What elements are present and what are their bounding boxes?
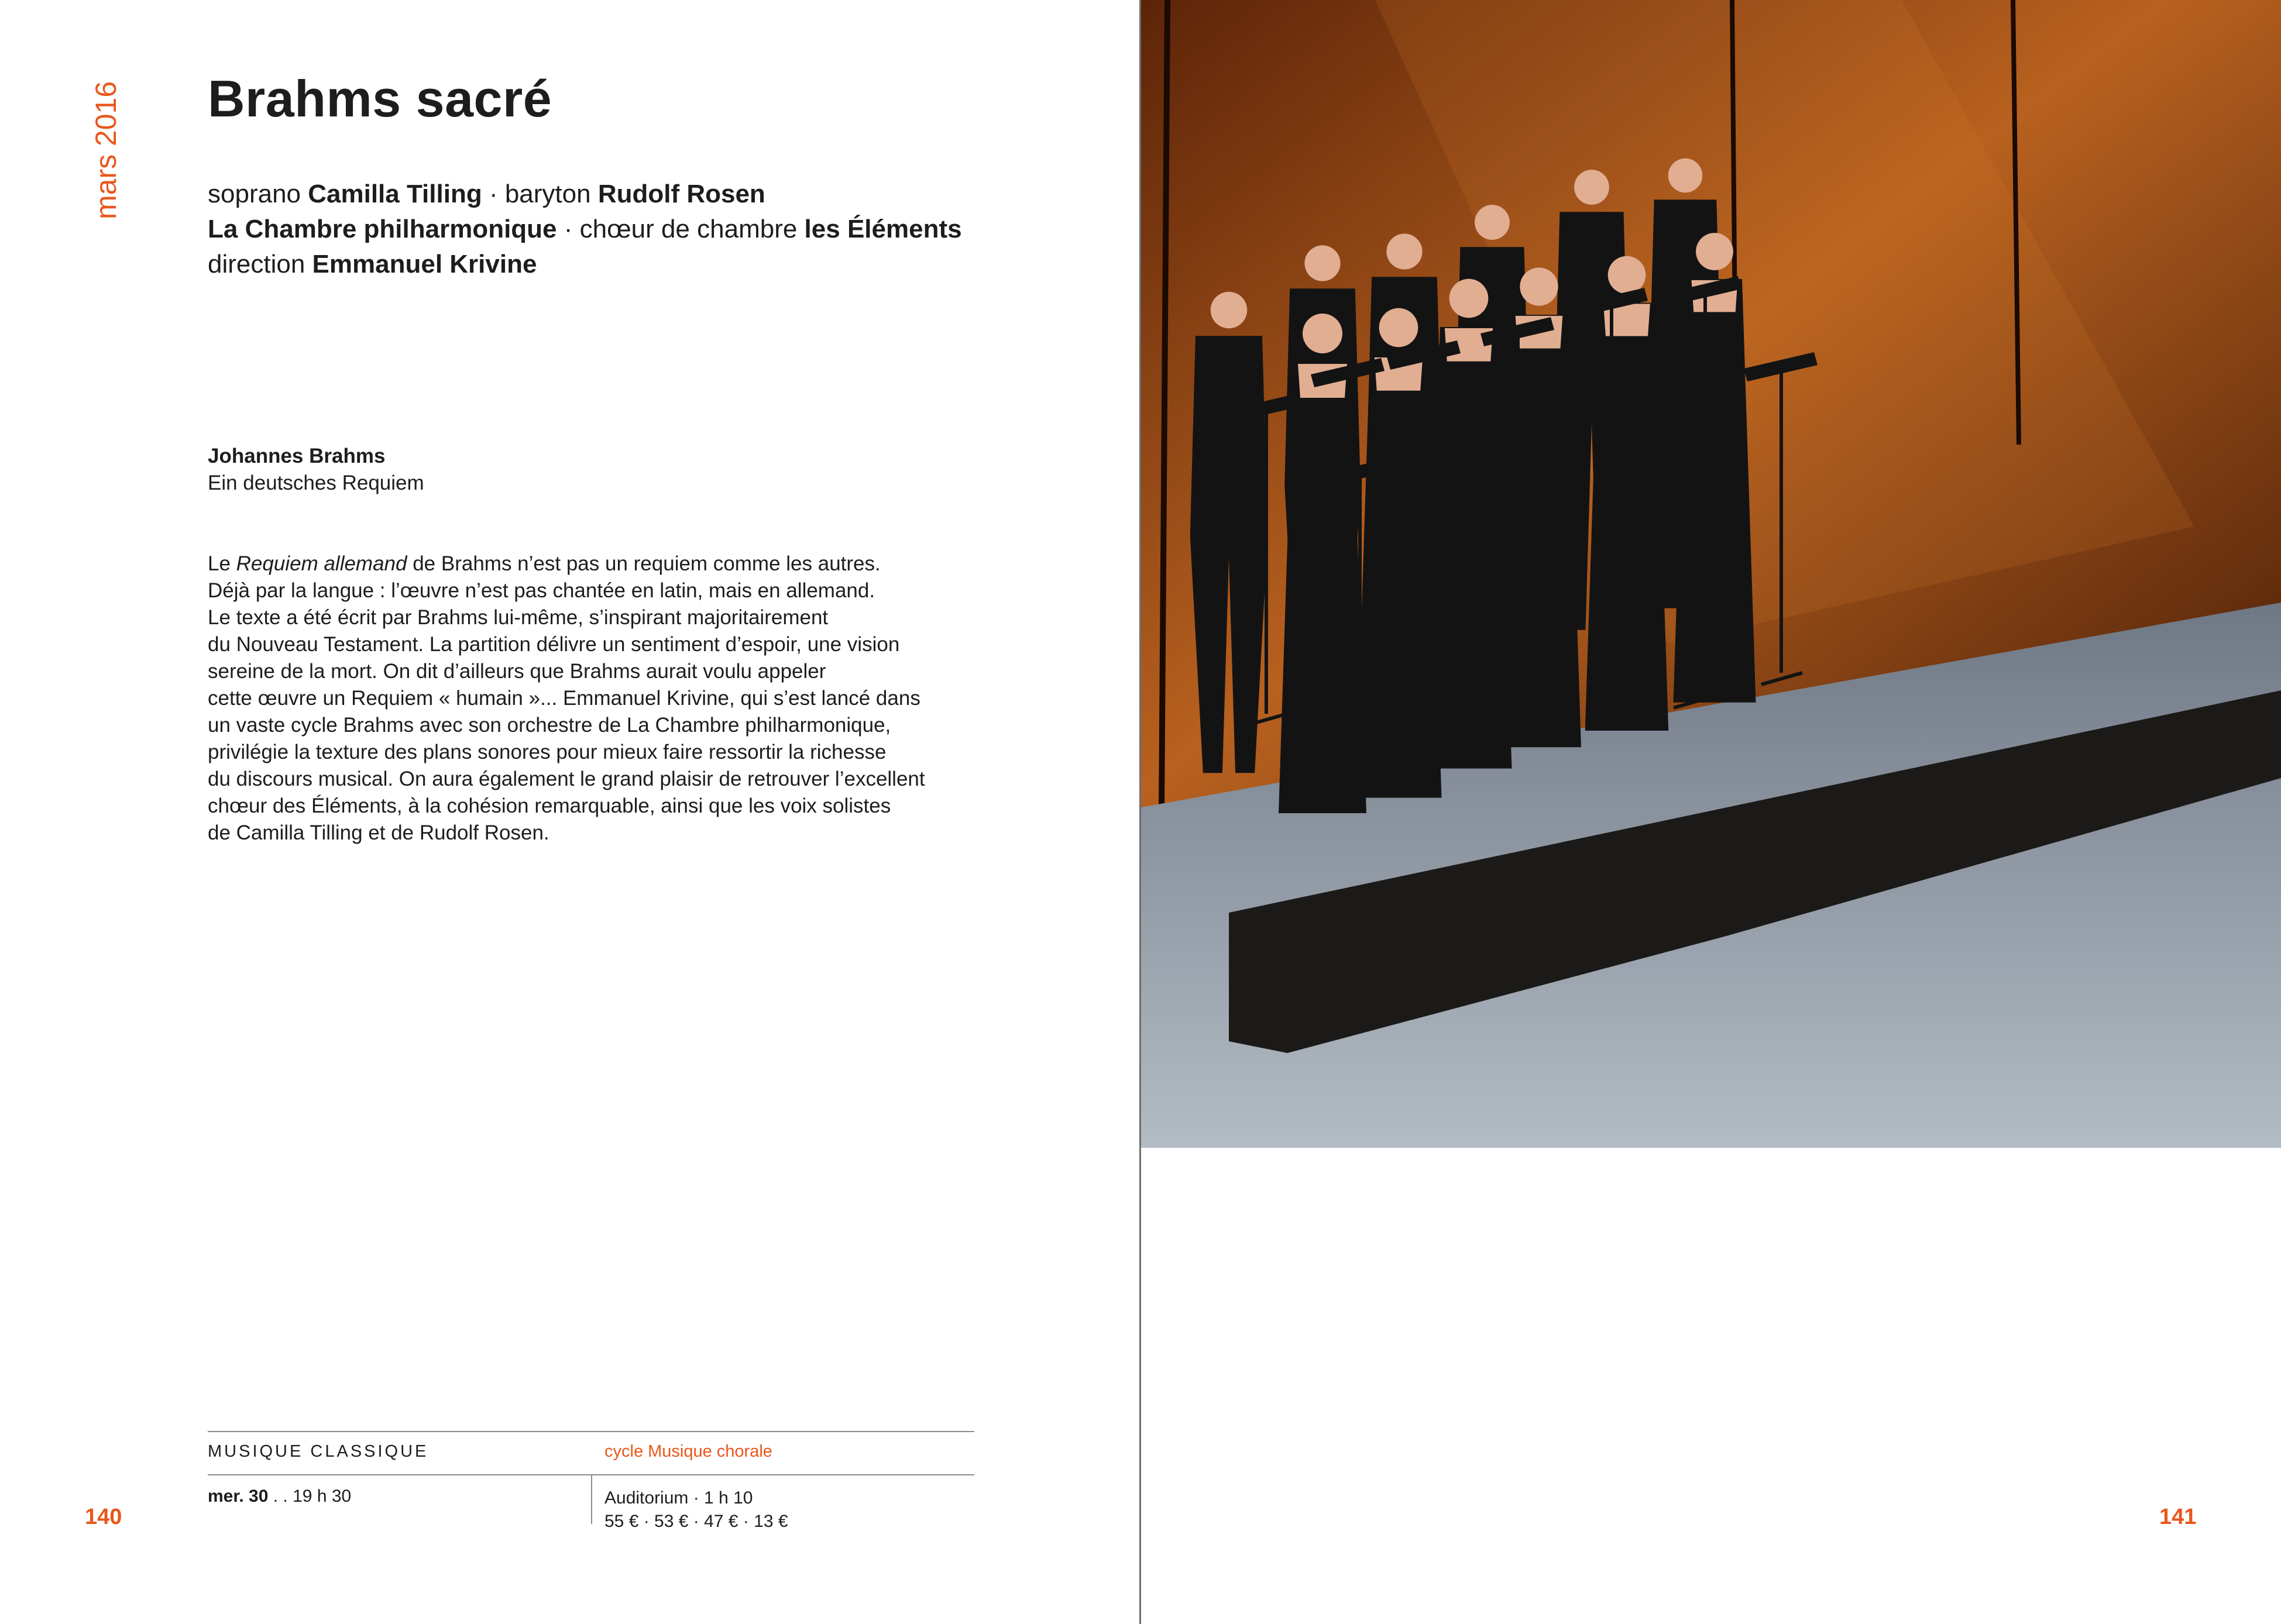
singer-head bbox=[1303, 314, 1342, 353]
singer-head bbox=[1696, 233, 1733, 270]
body-line bbox=[208, 631, 992, 658]
cycle-label: cycle Musique chorale bbox=[604, 1442, 772, 1461]
composer-name: Johannes Brahms bbox=[208, 445, 386, 467]
credit-role: · chœur de chambre bbox=[556, 215, 805, 243]
singer-body bbox=[1497, 315, 1581, 747]
body-line bbox=[208, 658, 992, 685]
credit-name: les Éléments bbox=[804, 215, 962, 243]
choir-photo bbox=[1141, 0, 2281, 1148]
singer-head bbox=[1608, 256, 1646, 294]
singer-body bbox=[1279, 363, 1366, 813]
credit-name: Rudolf Rosen bbox=[597, 180, 765, 208]
body-line bbox=[208, 793, 992, 820]
body-line bbox=[208, 712, 992, 739]
body-line bbox=[208, 820, 992, 847]
singer-head bbox=[1449, 279, 1489, 318]
credit-role: soprano bbox=[208, 180, 308, 208]
credit-name: Emmanuel Krivine bbox=[312, 250, 537, 278]
singer-body bbox=[1585, 303, 1669, 731]
credit-line-ensembles bbox=[208, 212, 962, 247]
body-run: Le bbox=[208, 552, 236, 575]
ticket-prices: 55 € · 53 € · 47 € · 13 € bbox=[604, 1512, 788, 1531]
body-run: Le texte a été écrit par Brahms lui-même, s’inspirant majoritairement bbox=[208, 606, 829, 629]
body-run: cette œuvre un Requiem « humain »... Emmanuel Krivine, qui s’est lancé dans bbox=[208, 687, 920, 710]
body-line bbox=[208, 577, 992, 604]
body-line bbox=[208, 739, 992, 766]
program bbox=[208, 443, 424, 497]
side-date: mars 2016 bbox=[90, 81, 122, 219]
singer-head bbox=[1668, 159, 1702, 192]
body-run: de Brahms n’est pas un requiem comme les autres. bbox=[407, 552, 881, 575]
page-title: Brahms sacré bbox=[208, 70, 552, 128]
singer-head bbox=[1379, 308, 1418, 347]
singer-head bbox=[1304, 245, 1340, 281]
body-line bbox=[208, 766, 992, 793]
credit-line-soloists bbox=[208, 177, 962, 212]
body-run: chœur des Éléments, à la cohésion remarquable, ainsi que les voix solistes bbox=[208, 794, 891, 817]
singer-head bbox=[1211, 292, 1248, 329]
footer-top-rule bbox=[208, 1431, 974, 1432]
event-time: 19 h 30 bbox=[293, 1487, 352, 1506]
venue-duration: Auditorium · 1 h 10 bbox=[604, 1488, 753, 1508]
footer-divider bbox=[591, 1475, 592, 1524]
body-line bbox=[208, 604, 992, 631]
body-run: sereine de la mort. On dit d’ailleurs que Brahms aurait voulu appeler bbox=[208, 660, 826, 683]
page-number-left: 140 bbox=[85, 1505, 122, 1529]
credit-role: direction bbox=[208, 250, 312, 278]
credit-name: La Chambre philharmonique bbox=[208, 215, 557, 243]
body-run: du Nouveau Testament. La partition délivre un sentiment d’espoir, une vision bbox=[208, 633, 900, 656]
performer-credits bbox=[208, 177, 962, 282]
singer-head bbox=[1386, 233, 1422, 269]
body-run: Déjà par la langue : l’œuvre n’est pas chantée en latin, mais en allemand. bbox=[208, 579, 875, 602]
body-run: privilégie la texture des plans sonores pour mieux faire ressortir la richesse bbox=[208, 741, 887, 763]
body-run: un vaste cycle Brahms avec son orchestre de La Chambre philharmonique, bbox=[208, 714, 891, 737]
work-title: Ein deutsches Requiem bbox=[208, 472, 424, 494]
event-date: mer. 30 bbox=[208, 1487, 269, 1506]
body-italic: Requiem allemand bbox=[236, 552, 407, 575]
body-line bbox=[208, 685, 992, 712]
body-line bbox=[208, 550, 992, 577]
description-text bbox=[208, 550, 992, 847]
singer-body bbox=[1674, 279, 1756, 703]
page-number-right: 141 bbox=[2159, 1505, 2197, 1529]
credit-line-direction bbox=[208, 247, 962, 282]
singer-head bbox=[1520, 267, 1558, 305]
body-run: du discours musical. On aura également le grand plaisir de retrouver l’excellent bbox=[208, 768, 925, 790]
choir-illustration bbox=[1141, 0, 2281, 1148]
left-page bbox=[0, 0, 1140, 1624]
right-page bbox=[1141, 0, 2281, 1624]
singer-head bbox=[1574, 170, 1609, 205]
genre-label: MUSIQUE CLASSIQUE bbox=[208, 1442, 429, 1461]
event-venue bbox=[604, 1487, 788, 1533]
event-datetime bbox=[208, 1487, 351, 1506]
credit-name: Camilla Tilling bbox=[308, 180, 482, 208]
date-time-separator: . . bbox=[268, 1487, 293, 1506]
credit-role: · baryton bbox=[482, 180, 598, 208]
singer-head bbox=[1475, 205, 1510, 240]
body-run: de Camilla Tilling et de Rudolf Rosen. bbox=[208, 821, 549, 844]
